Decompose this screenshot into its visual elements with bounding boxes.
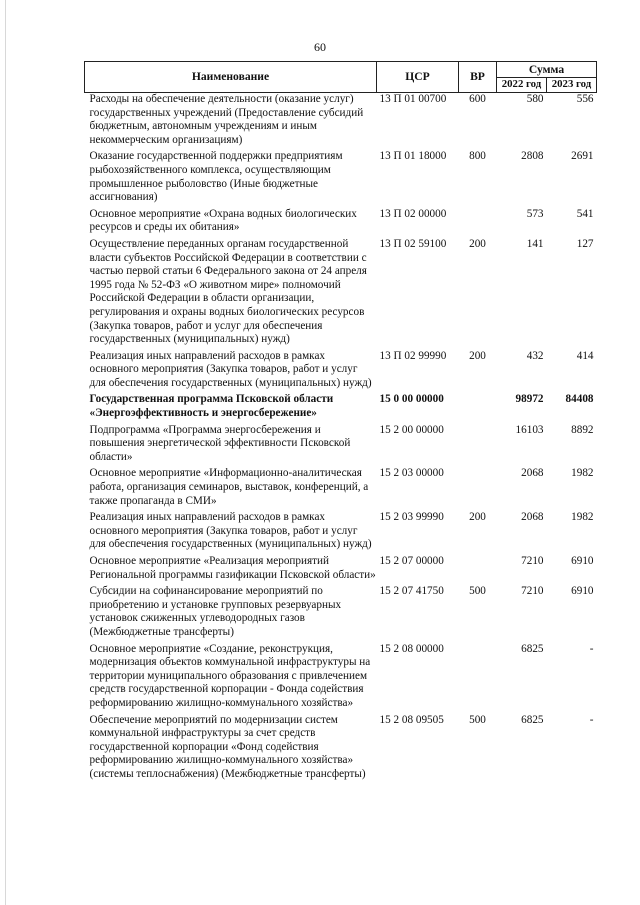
row-csr: 15 2 08 00000 bbox=[379, 642, 444, 655]
table-row bbox=[85, 150, 597, 207]
header-vr: ВР bbox=[459, 62, 497, 93]
row-name: Реализация иных направлений расходов в рамках основного мероприятия (Закупка товаров, работ и услуг для обеспечения государственных (муниципальных) нужд) bbox=[89, 349, 372, 389]
row-name: Основное мероприятие «Информационно-аналитическая работа, организация семинаров, выставок, конференций, а также пропаганда в СМИ» bbox=[89, 467, 369, 507]
row-sum-2023: 6910 bbox=[571, 555, 594, 567]
row-csr: 13 П 02 99990 bbox=[379, 349, 447, 362]
row-csr: 15 2 07 41750 bbox=[379, 585, 444, 598]
row-sum-2022: 573 bbox=[526, 207, 544, 220]
table-header bbox=[85, 62, 597, 93]
table-row bbox=[85, 424, 597, 468]
table-row bbox=[85, 643, 597, 714]
header-csr: ЦСР bbox=[377, 62, 459, 93]
table-row bbox=[85, 93, 597, 151]
scan-edge bbox=[5, 0, 6, 905]
row-csr: 15 2 03 00000 bbox=[379, 467, 444, 480]
row-name: Расходы на обеспечение деятельности (оказание услуг) государственных учреждений (Предоставление субсидий бюджетным, автономным учреждениям и иным некоммерческим организациям) bbox=[89, 93, 364, 146]
row-csr: 13 П 02 59100 bbox=[379, 237, 447, 250]
row-vr: 800 bbox=[469, 150, 486, 163]
row-name: Осуществление переданных органам государственной власти субъектов Российской Федерации в соответствии с частью первой статьи 6 Федерального закона от 24 апреля 1995 года № 52-ФЗ «О животном мире» полномочий Российской Федерации в области организации, регулирования и охраны водных биологических ресурсов (Закупка товаров, работ и услуг для обеспечения государственных (муниципальных) нужд) bbox=[89, 237, 367, 346]
table-row bbox=[85, 467, 597, 511]
row-sum-2022: 580 bbox=[526, 93, 544, 105]
row-vr: 200 bbox=[469, 511, 486, 524]
row-sum-2022: 7210 bbox=[521, 585, 544, 598]
row-name: Подпрограмма «Программа энергосбережения и повышения энергетической эффективности Псковской области» bbox=[89, 423, 351, 463]
table-row bbox=[85, 585, 597, 642]
table-body bbox=[85, 93, 597, 785]
row-name: Основное мероприятие «Охрана водных биологических ресурсов и среды их обитания» bbox=[89, 207, 357, 234]
row-csr: 13 П 02 00000 bbox=[379, 207, 447, 220]
row-name: Субсидии на софинансирование мероприятий по приобретению и установке групповых резервуарных установок сжиженных углеводородных газов (Межбюджетные трансферты) bbox=[89, 585, 342, 638]
row-csr: 15 2 07 00000 bbox=[379, 555, 444, 567]
budget-table bbox=[84, 61, 597, 785]
header-year-2023: 2023 год bbox=[547, 78, 597, 93]
row-sum-2022: 141 bbox=[526, 237, 544, 250]
header-year-2022: 2022 год bbox=[497, 78, 547, 93]
row-vr: 600 bbox=[469, 93, 486, 105]
row-sum-2023: 541 bbox=[576, 207, 594, 220]
row-csr: 15 2 00 00000 bbox=[379, 423, 444, 436]
row-sum-2023: 84408 bbox=[565, 393, 594, 406]
row-vr: 500 bbox=[469, 713, 486, 726]
row-name: Оказание государственной поддержки предприятиям рыбохозяйственного комплекса, осуществляющим промышленное рыболовство (Иные бюджетные ассигнования) bbox=[89, 150, 343, 204]
table-row bbox=[85, 511, 597, 555]
row-vr bbox=[459, 555, 497, 585]
row-vr bbox=[459, 393, 497, 423]
row-sum-2023: 414 bbox=[576, 349, 594, 362]
header-name: Наименование bbox=[85, 62, 377, 93]
row-sum-2023: 2691 bbox=[571, 150, 594, 163]
row-sum-2022: 6825 bbox=[521, 642, 544, 655]
row-sum-2023: 8892 bbox=[571, 423, 594, 436]
row-sum-2023: 127 bbox=[576, 237, 594, 250]
row-sum-2023: 6910 bbox=[571, 585, 594, 598]
row-vr: 200 bbox=[469, 237, 486, 250]
row-vr: 200 bbox=[469, 349, 486, 362]
table-row bbox=[85, 350, 597, 394]
row-vr bbox=[459, 208, 497, 238]
row-sum-2022: 2068 bbox=[521, 467, 544, 480]
row-sum-2022: 7210 bbox=[521, 555, 544, 567]
row-sum-2022: 16103 bbox=[515, 423, 544, 436]
row-sum-2023: 1982 bbox=[571, 467, 594, 480]
row-csr: 15 0 00 00000 bbox=[379, 393, 444, 406]
row-vr bbox=[459, 467, 497, 511]
row-vr bbox=[459, 424, 497, 468]
table-row bbox=[85, 393, 597, 423]
row-vr: 500 bbox=[469, 585, 486, 598]
row-csr: 15 2 08 09505 bbox=[379, 713, 444, 726]
table-row bbox=[85, 555, 597, 585]
header-sum: Сумма bbox=[497, 62, 597, 78]
row-sum-2022: 98972 bbox=[515, 393, 544, 406]
row-csr: 13 П 01 00700 bbox=[379, 93, 447, 105]
table-row bbox=[85, 714, 597, 785]
row-name: Реализация иных направлений расходов в рамках основного мероприятия (Закупка товаров, работ и услуг для обеспечения государственных (муниципальных) нужд) bbox=[89, 511, 372, 551]
row-sum-2023: 1982 bbox=[571, 511, 594, 524]
row-csr: 15 2 03 99990 bbox=[379, 511, 444, 524]
row-vr bbox=[459, 643, 497, 714]
row-name: Основное мероприятие «Создание, реконструкция, модернизация объектов коммунальной инфраструктуры на территории муниципального образования с привлечением средств государственной корпорации - Фонда содействия реформированию жилищно-коммунального хозяйства» bbox=[89, 642, 371, 709]
table-row bbox=[85, 238, 597, 350]
page-number: 60 bbox=[314, 40, 326, 54]
row-sum-2022: 6825 bbox=[521, 713, 544, 726]
row-sum-2022: 432 bbox=[526, 349, 544, 362]
row-sum-2023: - bbox=[589, 642, 594, 655]
row-csr: 13 П 01 18000 bbox=[379, 150, 447, 163]
row-name: Основное мероприятие «Реализация мероприятий Региональной программы газификации Псковской области» bbox=[89, 555, 376, 581]
row-name: Обеспечение мероприятий по модернизации систем коммунальной инфраструктуры за счет средств государственной корпорации «Фонд содействия реформированию жилищно-коммунального хозяйства» (системы теплоснабжения) (Межбюджетные трансферты) bbox=[89, 713, 366, 780]
row-sum-2022: 2808 bbox=[521, 150, 544, 163]
row-sum-2023: - bbox=[589, 713, 594, 726]
row-name: Государственная программа Псковской области «Энергоэффективность и энергосбережение» bbox=[89, 393, 334, 420]
table-row bbox=[85, 208, 597, 238]
row-sum-2023: 556 bbox=[576, 93, 594, 105]
row-sum-2022: 2068 bbox=[521, 511, 544, 524]
